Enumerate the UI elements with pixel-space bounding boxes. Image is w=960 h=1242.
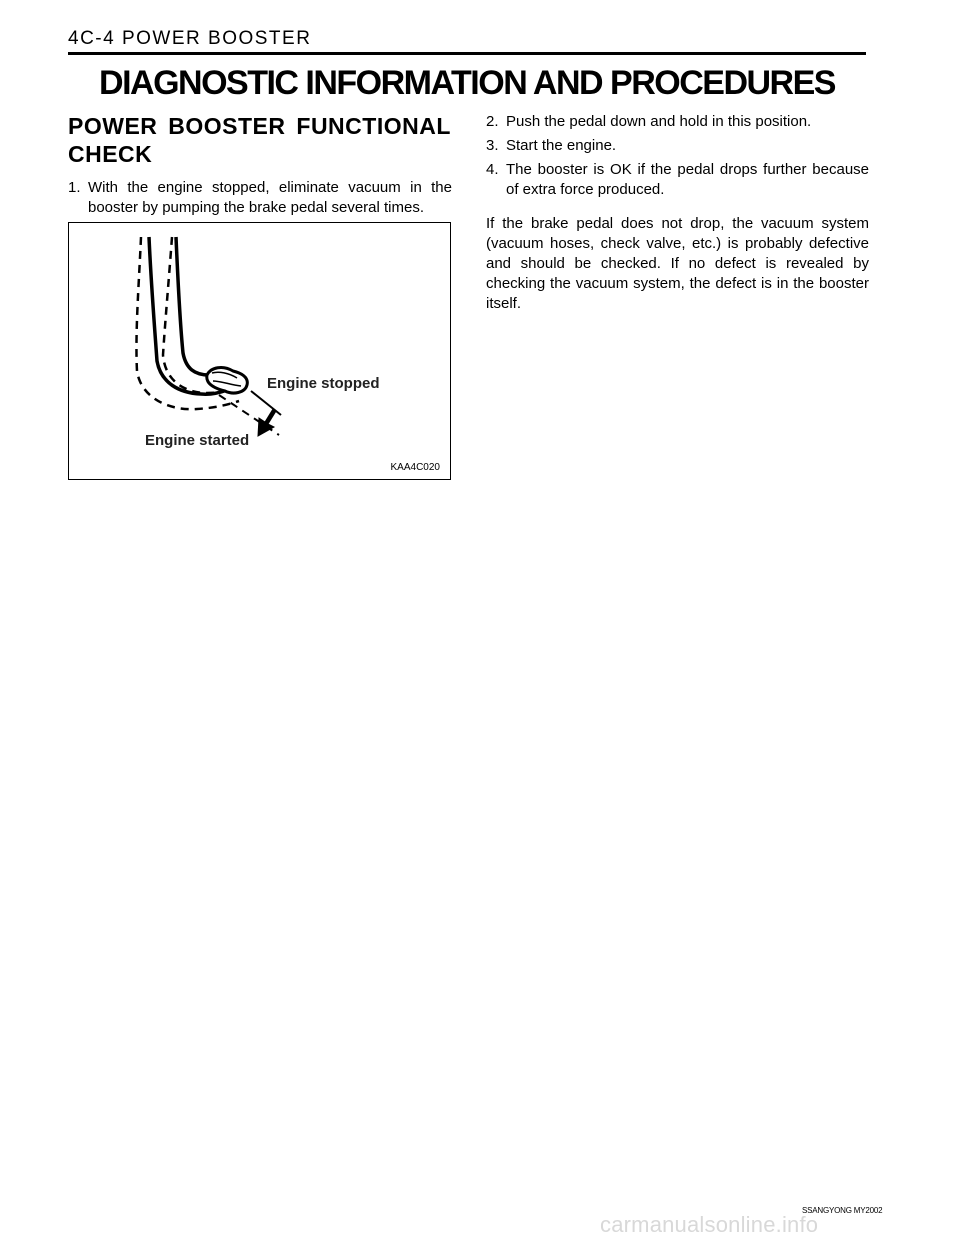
sub-heading-line-1: POWER BOOSTER FUNCTIONAL — [68, 113, 451, 139]
label-engine-started: Engine started — [145, 432, 250, 449]
pedal-drawing — [69, 223, 452, 481]
step-text: The booster is OK if the pedal drops further because of extra force produced. — [506, 161, 869, 198]
section-title: DIAGNOSTIC INFORMATION AND PROCEDURES — [99, 64, 835, 102]
sub-heading-line-2: CHECK — [68, 141, 153, 167]
watermark-text[interactable]: carmanualsonline.info — [600, 1212, 819, 1237]
pedal-diagram — [68, 222, 451, 480]
step-4 — [486, 160, 869, 200]
sub-heading — [68, 112, 452, 168]
step-text: Start the engine. — [506, 137, 617, 154]
step-2 — [486, 112, 869, 132]
label-engine-stopped: Engine stopped — [267, 375, 380, 392]
step-text: With the engine stopped, eliminate vacuum in the booster by pumping the brake pedal several times. — [88, 179, 452, 216]
step-number: 1. — [68, 179, 81, 196]
figure-code: KAA4C020 — [390, 462, 440, 473]
left-column — [68, 112, 452, 218]
step-number: 3. — [486, 137, 499, 154]
step-number: 4. — [486, 161, 499, 178]
diagnostic-paragraph: If the brake pedal does not drop, the vacuum system (vacuum hoses, check valve, etc.) is probably defective and should be checked. If no defect is revealed by checking the vacuum system, the defect is in the booster itself. — [486, 215, 869, 312]
step-text: Push the pedal down and hold in this position. — [506, 113, 812, 130]
step-3 — [486, 136, 869, 156]
page-footer: SSANGYONG MY2002 — [802, 1206, 883, 1215]
page-header-title: 4C-4 POWER BOOSTER — [68, 28, 312, 49]
step-1 — [68, 178, 452, 218]
header-rule — [68, 52, 866, 55]
step-number: 2. — [486, 113, 499, 130]
right-column — [486, 112, 869, 329]
